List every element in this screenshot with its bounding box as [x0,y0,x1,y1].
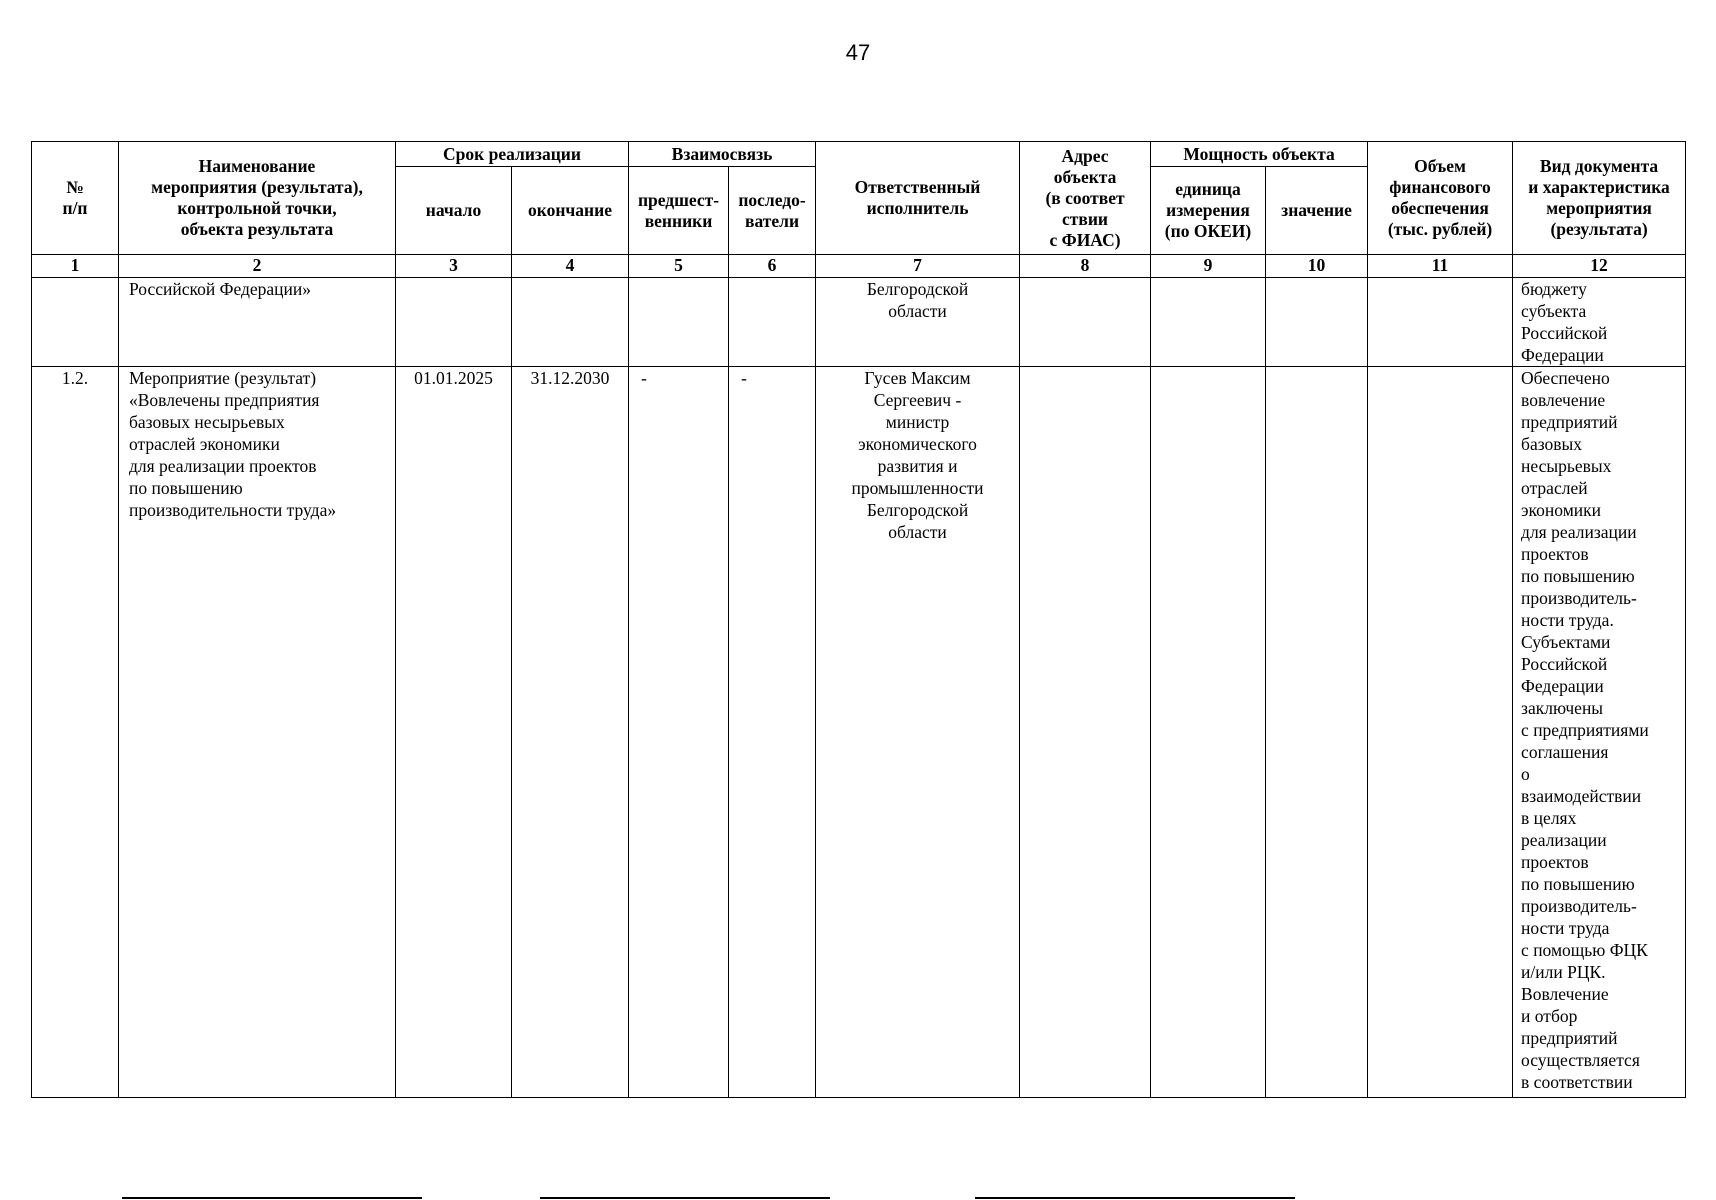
cell-predecessors: - [629,367,729,1098]
header-term-start: начало [396,167,512,255]
header-relation-group: Взаимосвязь [629,142,816,167]
column-number: 7 [816,255,1020,278]
cell-value [1266,278,1368,367]
column-number: 2 [119,255,396,278]
cell-responsible: Гусев Максим Сергеевич - министр экономического развития и промышленности Белгородской области [816,367,1020,1098]
cell-responsible: Белгородской области [816,278,1020,367]
header-name: Наименование мероприятия (результата), контрольной точки, объекта результата [119,142,396,255]
column-number: 12 [1513,255,1686,278]
cell-funding [1368,278,1513,367]
column-number: 6 [729,255,816,278]
header-row-top [32,142,1686,167]
header-capacity-group: Мощность объекта [1151,142,1368,167]
header-funding: Объем финансового обеспечения (тыс. рублей) [1368,142,1513,255]
header-term-group: Срок реализации [396,142,629,167]
cell-funding [1368,367,1513,1098]
header-unit: единица измерения (по ОКЕИ) [1151,167,1266,255]
cell-end: 31.12.2030 [512,367,629,1098]
cell-name: Мероприятие (результат) «Вовлечены предприятия базовых несырьевых отраслей экономики для реализации проектов по повышению производительности труда» [119,367,396,1098]
cell-unit [1151,367,1266,1098]
column-number: 10 [1266,255,1368,278]
column-number: 8 [1020,255,1151,278]
scan-edge-line [122,1197,422,1199]
cell-successors: - [729,367,816,1098]
header-term-end: окончание [512,167,629,255]
cell-num: 1.2. [32,367,119,1098]
table-row [32,278,1686,367]
cell-name: Российской Федерации» [119,278,396,367]
header-successors: последо- ватели [729,167,816,255]
header-responsible: Ответственный исполнитель [816,142,1020,255]
column-number: 1 [32,255,119,278]
header-predecessors: предшест- венники [629,167,729,255]
column-number: 9 [1151,255,1266,278]
cell-doc-type: Обеспечено вовлечение предприятий базовых несырьевых отраслей экономики для реализации проектов по повышению производитель- ности труда. Субъектами Российской Федерации заключены с предприятиями соглашения о взаимодействии в целях реализации проектов по повышению производитель- ности труда с помощью ФЦК и/или РЦК. Вовлечение и отбор предприятий осуществляется в соответствии [1513,367,1686,1098]
cell-unit [1151,278,1266,367]
header-value: значение [1266,167,1368,255]
cell-num [32,278,119,367]
column-number: 3 [396,255,512,278]
header-address: Адрес объекта (в соответ ствии с ФИАС) [1020,142,1151,255]
cell-address [1020,367,1151,1098]
header-doc-type: Вид документа и характеристика мероприятия (результата) [1513,142,1686,255]
scan-edge-line [975,1197,1295,1199]
cell-successors [729,278,816,367]
column-number: 11 [1368,255,1513,278]
cell-end [512,278,629,367]
cell-predecessors [629,278,729,367]
cell-start: 01.01.2025 [396,367,512,1098]
cell-value [1266,367,1368,1098]
scan-edge-line [540,1197,830,1199]
cell-start [396,278,512,367]
header-num: № п/п [32,142,119,255]
table-row [32,367,1686,1098]
page-number: 47 [845,40,871,65]
column-number: 4 [512,255,629,278]
cell-address [1020,278,1151,367]
cell-doc-type: бюджету субъекта Российской Федерации [1513,278,1686,367]
column-number-row [32,255,1686,278]
column-number: 5 [629,255,729,278]
activities-table [31,141,1686,1098]
